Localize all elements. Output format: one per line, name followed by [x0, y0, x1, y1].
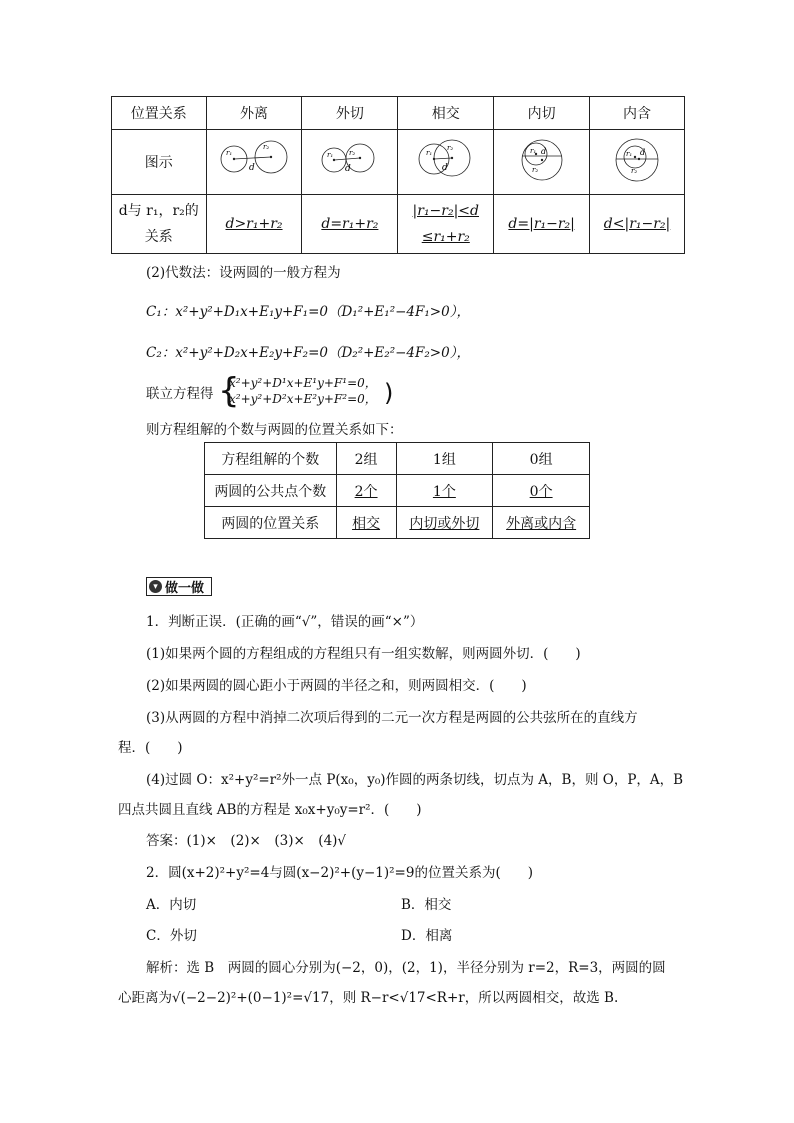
diagram-intersecting — [398, 130, 494, 195]
circles-contained-figure — [599, 135, 675, 185]
r1-label: r₁ — [226, 149, 233, 157]
svg-text:d: d — [640, 148, 646, 157]
chevron-down-icon: ▾ — [149, 580, 162, 593]
diagram-tangent-external — [302, 130, 398, 195]
circles-intersecting-figure — [408, 135, 484, 185]
header-cell: 外切 — [302, 97, 398, 130]
table-row: 两圆的公共点个数 2个 1个 0个 — [205, 475, 590, 507]
algebra-intro: (2)代数法：设两圆的一般方程为 — [146, 265, 341, 281]
relation-cell: d>r₁+r₂ — [225, 216, 283, 232]
circles-tangent-external-figure — [312, 135, 388, 185]
q1-item-4a: (4)过圆 O：x²+y²=r²外一点 P(x₀，y₀)作圆的两条切线，切点为 A，B，则 O，P，A，B — [146, 772, 684, 788]
relation-cell: d=|r₁−r₂| — [508, 216, 575, 232]
header-cell: 外离 — [206, 97, 302, 130]
algebra-after: 则方程组解的个数与两圆的位置关系如下： — [146, 422, 403, 438]
equation-c1: C₁：x²+y²+D₁x+E₁y+F₁=0（D₁²+E₁²−4F₁>0）， — [146, 304, 470, 320]
right-paren: ) — [384, 379, 394, 407]
svg-text:d: d — [344, 164, 351, 174]
svg-text:r₁: r₁ — [425, 149, 432, 157]
table-row: 方程组解的个数 2组 1组 0组 — [205, 443, 590, 475]
r2-label: r₂ — [263, 143, 270, 151]
q2-option-d: D．相离 — [401, 928, 453, 944]
header-cell: 内含 — [590, 97, 685, 130]
svg-text:r₁: r₁ — [326, 151, 334, 159]
header-cell: 位置关系 — [112, 97, 207, 130]
q2-solution-a: 解析：选 B 两圆的圆心分别为(−2，0)，(2，1)，半径分别为 r=2，R=3，两圆的圆 — [146, 960, 666, 976]
q2-option-c: C．外切 — [146, 928, 197, 944]
relation-cell: ≤r₁+r₂ — [421, 229, 470, 245]
svg-text:r₁: r₁ — [529, 147, 536, 155]
svg-text:r₂: r₂ — [531, 166, 538, 174]
row-label: 图示 — [112, 130, 207, 195]
circles-tangent-internal-figure — [504, 135, 580, 185]
header-cell: 内切 — [494, 97, 590, 130]
row-label: d与 r₁，r₂的 关系 — [112, 195, 207, 254]
system-eq2: x²+y²+D²x+E²y+F²=0， — [229, 392, 377, 406]
circles-external-figure — [216, 135, 292, 185]
q1-item-3a: (3)从两圆的方程中消掉二次项后得到的二元一次方程是两圆的公共弦所在的直线方 — [146, 710, 638, 726]
system-eq1: x²+y²+D¹x+E¹y+F¹=0， — [229, 376, 377, 390]
q1-item-4b: 四点共圆且直线 AB的方程是 x₀x+y₀y=r²．( ) — [118, 802, 422, 818]
header-cell: 相交 — [398, 97, 494, 130]
svg-text:r₁: r₁ — [626, 150, 633, 158]
svg-text:r₂: r₂ — [446, 144, 453, 152]
q1-item-1: (1)如果两个圆的方程组成的方程组只有一组实数解，则两圆外切．( ) — [146, 646, 581, 662]
diagram-contained — [590, 130, 685, 195]
equation-c2: C₂：x²+y²+D₂x+E₂y+F₂=0（D₂²+E₂²−4F₂>0）， — [146, 345, 470, 361]
table-row — [112, 130, 685, 195]
q2-stem: 2．圆(x+2)²+y²=4与圆(x−2)²+(y−1)²=9的位置关系为( ) — [146, 865, 533, 881]
svg-text:d: d — [540, 147, 546, 156]
svg-text:r₂: r₂ — [631, 167, 638, 175]
q1-item-3b: 程．( ) — [118, 740, 183, 756]
diagram-tangent-internal — [494, 130, 590, 195]
q1-item-2: (2)如果两圆的圆心距小于两圆的半径之和，则两圆相交．( ) — [146, 678, 527, 694]
table-row — [112, 195, 685, 254]
section-header — [146, 577, 212, 596]
relation-cell: d<|r₁−r₂| — [603, 216, 671, 232]
q2-option-a: A．内切 — [146, 897, 197, 913]
q1-answer: 答案：(1)× (2)× (3)× (4)√ — [146, 833, 347, 849]
section-title: 做一做 — [165, 581, 205, 596]
relation-cell: |r₁−r₂|<d — [412, 203, 479, 219]
table-row: 两圆的位置关系 相交 内切或外切 外离或内含 — [205, 507, 590, 539]
left-brace: { — [218, 371, 240, 411]
q2-solution-b: 心距离为√(−2−2)²+(0−1)²=√17，则 R−r<√17<R+r，所以两圆相交，故选 B. — [118, 990, 619, 1006]
relation-cell: d=r₁+r₂ — [321, 216, 379, 232]
system-prefix: 联立方程得 — [146, 386, 214, 402]
svg-text:d: d — [441, 163, 448, 173]
svg-text:r₂: r₂ — [348, 149, 356, 157]
solutions-table — [204, 442, 590, 539]
diagram-external — [206, 130, 302, 195]
table-row — [112, 97, 685, 130]
q2-option-b: B．相交 — [401, 897, 452, 913]
q1-stem: 1．判断正误．(正确的画“√”，错误的画“×”） — [146, 614, 424, 630]
d-label: d — [249, 163, 255, 173]
relations-table — [111, 96, 685, 254]
